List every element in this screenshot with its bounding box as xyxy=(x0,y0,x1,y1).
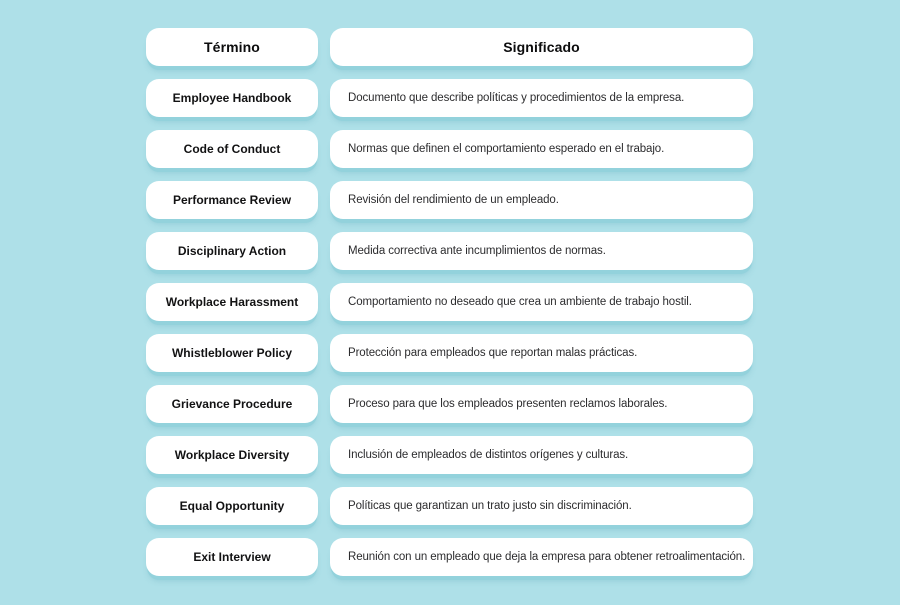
term-card: Workplace Diversity xyxy=(146,436,318,474)
term-card: Equal Opportunity xyxy=(146,487,318,525)
meaning-card: Protección para empleados que reportan malas prácticas. xyxy=(330,334,753,372)
term-card: Grievance Procedure xyxy=(146,385,318,423)
meaning-card: Medida correctiva ante incumplimientos de normas. xyxy=(330,232,753,270)
term-card: Performance Review xyxy=(146,181,318,219)
term-column-header: Término xyxy=(146,28,318,66)
meaning-card: Comportamiento no deseado que crea un ambiente de trabajo hostil. xyxy=(330,283,753,321)
meaning-card: Reunión con un empleado que deja la empresa para obtener retroalimentación. xyxy=(330,538,753,576)
meaning-card: Documento que describe políticas y procedimientos de la empresa. xyxy=(330,79,753,117)
meaning-card: Inclusión de empleados de distintos orígenes y culturas. xyxy=(330,436,753,474)
term-card: Disciplinary Action xyxy=(146,232,318,270)
meaning-card: Políticas que garantizan un trato justo sin discriminación. xyxy=(330,487,753,525)
term-card: Code of Conduct xyxy=(146,130,318,168)
glossary-table xyxy=(146,28,753,576)
meaning-card: Proceso para que los empleados presenten reclamos laborales. xyxy=(330,385,753,423)
term-card: Exit Interview xyxy=(146,538,318,576)
term-card: Employee Handbook xyxy=(146,79,318,117)
meaning-column-header: Significado xyxy=(330,28,753,66)
term-card: Whistleblower Policy xyxy=(146,334,318,372)
meaning-card: Revisión del rendimiento de un empleado. xyxy=(330,181,753,219)
term-card: Workplace Harassment xyxy=(146,283,318,321)
meaning-card: Normas que definen el comportamiento esperado en el trabajo. xyxy=(330,130,753,168)
